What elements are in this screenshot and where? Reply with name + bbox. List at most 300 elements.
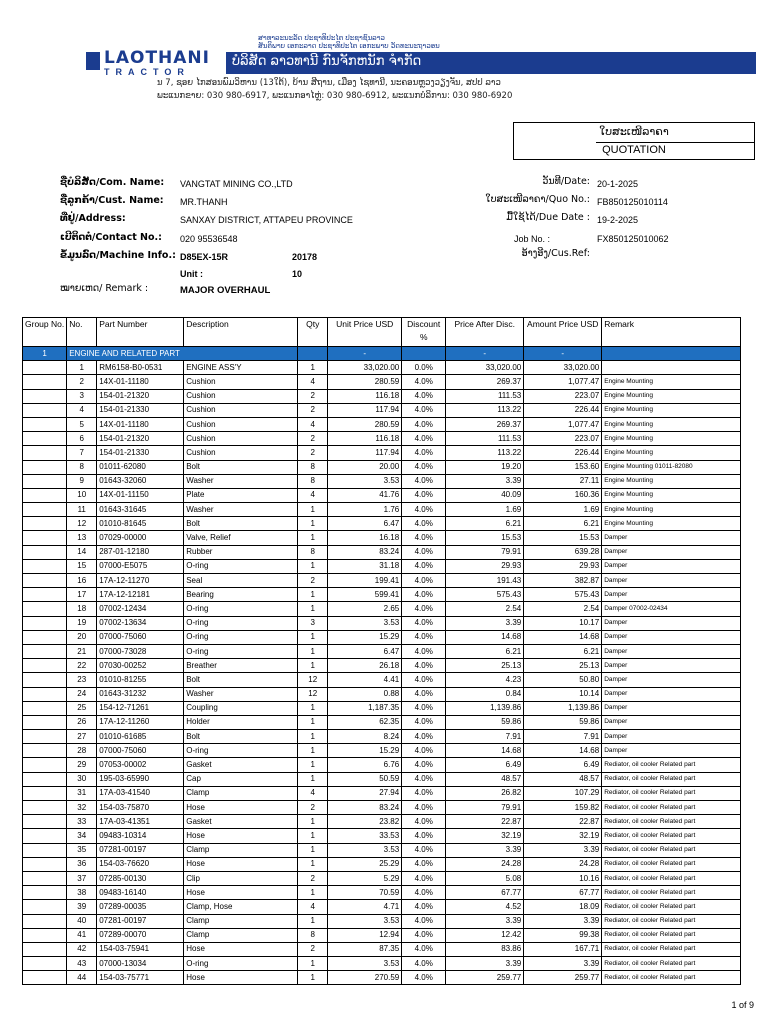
row-amount: 33,020.00 <box>524 361 602 375</box>
row-price-after-disc: 6.49 <box>446 758 524 772</box>
row-no: 21 <box>67 644 97 658</box>
row-remark: Rediator, oil cooler Related part <box>602 914 741 928</box>
row-unit-price: 23.82 <box>328 815 402 829</box>
row-amount: 10.14 <box>524 687 602 701</box>
row-remark: Damper <box>602 588 741 602</box>
row-price-after-disc: 1.69 <box>446 503 524 517</box>
row-part-number: 07281-00197 <box>97 914 184 928</box>
col-part-number: Part Number <box>97 318 184 347</box>
row-no: 23 <box>67 673 97 687</box>
table-row <box>23 914 741 928</box>
row-amount: 259.77 <box>524 971 602 985</box>
row-remark: Rediator, oil cooler Related part <box>602 786 741 800</box>
title-en: QUOTATION <box>602 144 666 156</box>
row-remark: Engine Mounting <box>602 389 741 403</box>
table-row <box>23 517 741 531</box>
row-amount: 2.54 <box>524 602 602 616</box>
row-description: Hose <box>184 971 298 985</box>
row-unit-price: 3.53 <box>328 843 402 857</box>
row-part-number: 07002-13634 <box>97 616 184 630</box>
row-amount: 27.11 <box>524 474 602 488</box>
row-remark: Engine Mounting <box>602 474 741 488</box>
table-row <box>23 886 741 900</box>
row-unit-price: 4.71 <box>328 900 402 914</box>
row-price-after-disc: 48.57 <box>446 772 524 786</box>
row-amount: 24.28 <box>524 857 602 871</box>
row-part-number: 154-12-71261 <box>97 701 184 715</box>
table-row <box>23 616 741 630</box>
row-amount: 1,139.86 <box>524 701 602 715</box>
row-unit-price: 1,187.35 <box>328 701 402 715</box>
table-row <box>23 389 741 403</box>
row-price-after-disc: 111.53 <box>446 389 524 403</box>
row-unit-price: 16.18 <box>328 531 402 545</box>
row-discount: 4.0% <box>402 673 446 687</box>
row-description: O-ring <box>184 616 298 630</box>
col-amount: Amount Price USD <box>524 318 602 347</box>
row-unit-price: 1.76 <box>328 503 402 517</box>
row-unit-price: 280.59 <box>328 417 402 431</box>
row-price-after-disc: 29.93 <box>446 559 524 573</box>
row-unit-price: 83.24 <box>328 801 402 815</box>
table-row <box>23 971 741 985</box>
row-discount: 4.0% <box>402 559 446 573</box>
row-part-number: 17A-12-11270 <box>97 574 184 588</box>
row-unit-price: 41.76 <box>328 488 402 502</box>
table-row <box>23 588 741 602</box>
row-description: Hose <box>184 801 298 815</box>
row-discount: 4.0% <box>402 857 446 871</box>
row-qty: 3 <box>298 616 328 630</box>
row-part-number: 07000-75060 <box>97 630 184 644</box>
row-amount: 67.77 <box>524 886 602 900</box>
row-no: 25 <box>67 701 97 715</box>
row-price-after-disc: 269.37 <box>446 375 524 389</box>
table-row <box>23 843 741 857</box>
row-qty: 8 <box>298 928 328 942</box>
row-remark: Engine Mounting <box>602 517 741 531</box>
row-discount: 4.0% <box>402 886 446 900</box>
row-unit-price: 2.65 <box>328 602 402 616</box>
row-unit-price: 8.24 <box>328 730 402 744</box>
row-no: 22 <box>67 659 97 673</box>
quo-no-label: ໃບສະເໜີລາຄາ/Quo No.: <box>485 194 590 205</box>
row-amount: 25.13 <box>524 659 602 673</box>
row-part-number: 154-01-21330 <box>97 403 184 417</box>
unit-label: Unit : <box>180 269 203 279</box>
row-amount: 32.19 <box>524 829 602 843</box>
cust-name-label: ຊື່ລູກຄ້າ/Cust. Name: <box>60 195 164 206</box>
row-discount: 4.0% <box>402 701 446 715</box>
row-qty: 12 <box>298 673 328 687</box>
row-no: 37 <box>67 871 97 885</box>
row-description: Holder <box>184 715 298 729</box>
row-qty: 2 <box>298 389 328 403</box>
row-price-after-disc: 259.77 <box>446 971 524 985</box>
title-lao: ໃບສະເໜີລາຄາ <box>599 125 669 138</box>
unit-value: 10 <box>292 269 303 279</box>
logo-sub: TRACTOR <box>104 67 190 77</box>
row-remark: Damper <box>602 531 741 545</box>
row-part-number: 01011-62080 <box>97 460 184 474</box>
row-no: 38 <box>67 886 97 900</box>
row-description: Bolt <box>184 730 298 744</box>
row-discount: 4.0% <box>402 786 446 800</box>
row-part-number: 17A-12-11260 <box>97 715 184 729</box>
row-unit-price: 5.29 <box>328 871 402 885</box>
col-remark: Remark <box>602 318 741 347</box>
row-remark: Engine Mounting <box>602 432 741 446</box>
row-part-number: 07289-00035 <box>97 900 184 914</box>
row-no: 29 <box>67 758 97 772</box>
table-row <box>23 659 741 673</box>
row-price-after-disc: 26.82 <box>446 786 524 800</box>
row-unit-price: 3.53 <box>328 474 402 488</box>
row-amount: 226.44 <box>524 403 602 417</box>
row-remark: Engine Mounting <box>602 403 741 417</box>
row-part-number: 09483-10314 <box>97 829 184 843</box>
table-row <box>23 730 741 744</box>
row-price-after-disc: 6.21 <box>446 517 524 531</box>
table-row <box>23 432 741 446</box>
row-qty: 1 <box>298 886 328 900</box>
table-row <box>23 361 741 375</box>
row-qty: 4 <box>298 417 328 431</box>
table-row <box>23 644 741 658</box>
row-discount: 4.0% <box>402 531 446 545</box>
row-price-after-disc: 2.54 <box>446 602 524 616</box>
row-discount: 4.0% <box>402 715 446 729</box>
row-discount: 4.0% <box>402 588 446 602</box>
row-description: O-ring <box>184 957 298 971</box>
row-unit-price: 3.53 <box>328 616 402 630</box>
company-name-lao: ບໍລິສັດ ລາວທານີ ກົນຈັກຫນັກ ຈຳກັດ <box>232 54 422 69</box>
row-description: Clamp, Hose <box>184 900 298 914</box>
row-description: O-ring <box>184 630 298 644</box>
row-remark: Damper <box>602 744 741 758</box>
row-qty: 2 <box>298 871 328 885</box>
row-remark: Rediator, oil cooler Related part <box>602 900 741 914</box>
row-amount: 6.21 <box>524 644 602 658</box>
row-amount: 15.53 <box>524 531 602 545</box>
row-remark: Engine Mounting <box>602 446 741 460</box>
row-unit-price: 0.88 <box>328 687 402 701</box>
row-discount: 4.0% <box>402 503 446 517</box>
row-qty: 12 <box>298 687 328 701</box>
row-discount: 4.0% <box>402 574 446 588</box>
row-discount: 4.0% <box>402 659 446 673</box>
group-after-disc: - <box>446 347 524 361</box>
row-discount: 4.0% <box>402 772 446 786</box>
row-part-number: 14X-01-11150 <box>97 488 184 502</box>
row-remark: Engine Mounting 01011-82080 <box>602 460 741 474</box>
row-discount: 4.0% <box>402 644 446 658</box>
row-amount: 50.80 <box>524 673 602 687</box>
row-description: O-ring <box>184 644 298 658</box>
row-discount: 4.0% <box>402 900 446 914</box>
machine-label: ຂໍ້ມູນລົດ/Machine Info.: <box>60 250 176 261</box>
table-row <box>23 801 741 815</box>
row-remark: Damper <box>602 730 741 744</box>
row-description: Gasket <box>184 758 298 772</box>
row-part-number: 09483-16140 <box>97 886 184 900</box>
row-amount: 639.28 <box>524 545 602 559</box>
row-price-after-disc: 4.23 <box>446 673 524 687</box>
row-remark: Rediator, oil cooler Related part <box>602 829 741 843</box>
row-remark: Damper <box>602 574 741 588</box>
row-amount: 1,077.47 <box>524 375 602 389</box>
row-remark: Rediator, oil cooler Related part <box>602 957 741 971</box>
row-qty: 1 <box>298 971 328 985</box>
table-row <box>23 474 741 488</box>
row-part-number: 17A-12-12181 <box>97 588 184 602</box>
row-qty: 1 <box>298 361 328 375</box>
row-remark: Rediator, oil cooler Related part <box>602 815 741 829</box>
row-part-number: 14X-01-11180 <box>97 375 184 389</box>
row-unit-price: 27.94 <box>328 786 402 800</box>
row-qty: 1 <box>298 744 328 758</box>
row-unit-price: 12.94 <box>328 928 402 942</box>
row-part-number: 154-03-75771 <box>97 971 184 985</box>
row-unit-price: 6.47 <box>328 517 402 531</box>
row-price-after-disc: 67.77 <box>446 886 524 900</box>
row-qty: 2 <box>298 574 328 588</box>
row-description: Washer <box>184 474 298 488</box>
row-amount: 107.29 <box>524 786 602 800</box>
row-price-after-disc: 12.42 <box>446 928 524 942</box>
row-remark: Damper <box>602 687 741 701</box>
row-part-number: 14X-01-11180 <box>97 417 184 431</box>
row-qty: 1 <box>298 531 328 545</box>
row-discount: 4.0% <box>402 417 446 431</box>
company-logo <box>104 50 210 77</box>
row-description: Cushion <box>184 389 298 403</box>
row-amount: 1.69 <box>524 503 602 517</box>
row-part-number: 07000-E5075 <box>97 559 184 573</box>
row-amount: 167.71 <box>524 942 602 956</box>
row-amount: 48.57 <box>524 772 602 786</box>
row-description: Coupling <box>184 701 298 715</box>
row-description: Bolt <box>184 673 298 687</box>
row-remark: Damper <box>602 715 741 729</box>
row-remark: Damper <box>602 545 741 559</box>
row-qty: 1 <box>298 630 328 644</box>
table-row <box>23 503 741 517</box>
group-unit-price: - <box>328 347 402 361</box>
row-remark: Damper <box>602 701 741 715</box>
row-qty: 1 <box>298 644 328 658</box>
header-tagline <box>258 34 440 50</box>
row-remark: Rediator, oil cooler Related part <box>602 928 741 942</box>
row-no: 40 <box>67 914 97 928</box>
row-amount: 99.38 <box>524 928 602 942</box>
row-no: 27 <box>67 730 97 744</box>
due-date-value: 19-2-2025 <box>597 215 639 225</box>
row-amount: 6.49 <box>524 758 602 772</box>
machine-serial: 20178 <box>292 252 318 262</box>
row-part-number: 07289-00070 <box>97 928 184 942</box>
row-discount: 4.0% <box>402 957 446 971</box>
row-remark: Rediator, oil cooler Related part <box>602 942 741 956</box>
row-description: Rubber <box>184 545 298 559</box>
row-description: Valve, Relief <box>184 531 298 545</box>
row-part-number: 07000-75060 <box>97 744 184 758</box>
row-qty: 1 <box>298 701 328 715</box>
row-part-number: 07285-00130 <box>97 871 184 885</box>
address-line1: ນ 7, ຊອຍ ໄກສອນພົມວິຫານ (13ໃຕ້), ບ້ານ ສີຖານ, ເມືອງ ໄຊທານີ, ນະຄອນຫຼວງວຽງຈັນ, ສປປ ລາວ <box>157 78 501 88</box>
table-row <box>23 857 741 871</box>
row-qty: 8 <box>298 545 328 559</box>
row-remark: Rediator, oil cooler Related part <box>602 772 741 786</box>
row-discount: 4.0% <box>402 829 446 843</box>
row-unit-price: 270.59 <box>328 971 402 985</box>
row-no: 4 <box>67 403 97 417</box>
contact-value: 020 95536548 <box>180 234 238 244</box>
row-price-after-disc: 40.09 <box>446 488 524 502</box>
table-row <box>23 375 741 389</box>
row-price-after-disc: 22.87 <box>446 815 524 829</box>
row-price-after-disc: 14.68 <box>446 630 524 644</box>
remark-label: ໝາຍເຫດ/ Remark : <box>60 283 149 294</box>
table-row <box>23 744 741 758</box>
table-row <box>23 446 741 460</box>
row-no: 43 <box>67 957 97 971</box>
row-description: Washer <box>184 503 298 517</box>
cus-ref-label: ອ້າງອີງ/Cus.Ref: <box>521 248 590 259</box>
contact-label: ເບີຕິດຕໍ່/Contact No.: <box>60 232 162 243</box>
row-price-after-disc: 269.37 <box>446 417 524 431</box>
table-row <box>23 786 741 800</box>
row-qty: 4 <box>298 375 328 389</box>
quo-no-value: FB850125010114 <box>597 197 668 207</box>
row-description: Bolt <box>184 460 298 474</box>
row-description: Hose <box>184 886 298 900</box>
row-no: 34 <box>67 829 97 843</box>
row-discount: 4.0% <box>402 687 446 701</box>
row-remark <box>602 361 741 375</box>
row-part-number: 287-01-12180 <box>97 545 184 559</box>
address-label: ທີ່ຢູ່/Address: <box>60 213 126 224</box>
table-row <box>23 630 741 644</box>
row-price-after-disc: 113.22 <box>446 403 524 417</box>
row-price-after-disc: 6.21 <box>446 644 524 658</box>
row-part-number: 17A-03-41351 <box>97 815 184 829</box>
row-discount: 4.0% <box>402 801 446 815</box>
row-price-after-disc: 15.53 <box>446 531 524 545</box>
row-discount: 4.0% <box>402 545 446 559</box>
row-amount: 1,077.47 <box>524 417 602 431</box>
table-row <box>23 701 741 715</box>
quotation-title-box <box>513 122 755 160</box>
row-amount: 159.82 <box>524 801 602 815</box>
row-no: 16 <box>67 574 97 588</box>
row-discount: 4.0% <box>402 914 446 928</box>
row-qty: 1 <box>298 829 328 843</box>
table-row <box>23 928 741 942</box>
table-row <box>23 815 741 829</box>
row-discount: 4.0% <box>402 474 446 488</box>
row-amount: 575.43 <box>524 588 602 602</box>
row-qty: 1 <box>298 517 328 531</box>
row-no: 7 <box>67 446 97 460</box>
row-amount: 3.39 <box>524 957 602 971</box>
row-unit-price: 116.18 <box>328 389 402 403</box>
row-no: 15 <box>67 559 97 573</box>
row-unit-price: 6.47 <box>328 644 402 658</box>
table-row <box>23 574 741 588</box>
row-remark: Rediator, oil cooler Related part <box>602 886 741 900</box>
row-remark: Damper <box>602 673 741 687</box>
row-part-number: 07002-12434 <box>97 602 184 616</box>
row-qty: 1 <box>298 957 328 971</box>
table-row <box>23 488 741 502</box>
table-row <box>23 545 741 559</box>
row-no: 9 <box>67 474 97 488</box>
row-amount: 59.86 <box>524 715 602 729</box>
page-number: 1 of 9 <box>731 1000 754 1010</box>
row-remark: Damper 07002-02434 <box>602 602 741 616</box>
row-no: 6 <box>67 432 97 446</box>
row-description: Plate <box>184 488 298 502</box>
row-remark: Engine Mounting <box>602 417 741 431</box>
machine-model: D85EX-15R <box>180 252 229 262</box>
row-unit-price: 50.59 <box>328 772 402 786</box>
table-row <box>23 871 741 885</box>
table-row <box>23 417 741 431</box>
row-no: 28 <box>67 744 97 758</box>
col-qty: Qty <box>298 318 328 347</box>
table-row <box>23 715 741 729</box>
row-part-number: RM6158-B0-0531 <box>97 361 184 375</box>
row-unit-price: 6.76 <box>328 758 402 772</box>
row-no: 36 <box>67 857 97 871</box>
row-qty: 1 <box>298 715 328 729</box>
row-qty: 2 <box>298 446 328 460</box>
group-label: ENGINE AND RELATED PART <box>67 347 298 361</box>
row-discount: 4.0% <box>402 630 446 644</box>
row-qty: 1 <box>298 914 328 928</box>
row-part-number: 07053-00002 <box>97 758 184 772</box>
row-price-after-disc: 0.84 <box>446 687 524 701</box>
row-no: 5 <box>67 417 97 431</box>
row-remark: Damper <box>602 659 741 673</box>
row-part-number: 17A-03-41540 <box>97 786 184 800</box>
row-price-after-disc: 14.68 <box>446 744 524 758</box>
row-qty: 4 <box>298 900 328 914</box>
group-amount: - <box>524 347 602 361</box>
row-no: 26 <box>67 715 97 729</box>
items-table <box>22 317 741 985</box>
row-part-number: 01643-31232 <box>97 687 184 701</box>
table-row <box>23 957 741 971</box>
row-no: 35 <box>67 843 97 857</box>
row-remark: Rediator, oil cooler Related part <box>602 871 741 885</box>
row-no: 10 <box>67 488 97 502</box>
row-discount: 4.0% <box>402 389 446 403</box>
row-price-after-disc: 1,139.86 <box>446 701 524 715</box>
row-description: Clamp <box>184 843 298 857</box>
row-discount: 0.0% <box>402 361 446 375</box>
row-discount: 4.0% <box>402 517 446 531</box>
table-row <box>23 531 741 545</box>
row-price-after-disc: 3.39 <box>446 474 524 488</box>
row-part-number: 01643-32060 <box>97 474 184 488</box>
row-part-number: 154-01-21320 <box>97 389 184 403</box>
row-description: Clamp <box>184 786 298 800</box>
row-no: 19 <box>67 616 97 630</box>
row-unit-price: 70.59 <box>328 886 402 900</box>
row-description: Cushion <box>184 432 298 446</box>
